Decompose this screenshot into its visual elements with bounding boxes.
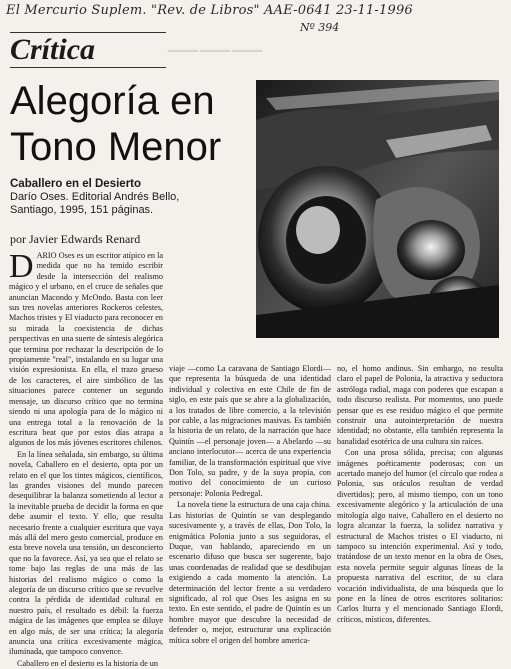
body-paragraph: viaje —como La caravana de Santiago Elordi— que representa la búsqueda de una identidad individual y colectiva en este Chile de fin de siglo, en este país que se abre a la globalización, a los tratados de libre comercio, a la televisión por cable, a las migraciones masivas. Es también la historia de un relato, de la narración que hace Quintín —el personaje joven— a Abelardo —su anciano interlocutor— acerca de una experiencia familiar, de la transformación espiritual que vive Don Tolo, su padre, y de la suya propia, con motivo del conocimiento de un curioso personaje: Polonia Pedregal.	[169, 364, 331, 498]
body-paragraph: Caballero en el desierto es la historia de un	[17, 658, 158, 668]
body-paragraph: En la línea señalada, sin embargo, su última novela, Caballero en el desierto, opta por un relato en el que los tintes mágicos, científicos, las grandes visiones del mundo parecen desequilibrar la balanza sometiendo al lector a la inevitable prueba de decidir la forma en que debe asumir el texto. Y ello, que resulta necesario frente a cualquier escritura que vaya más allá del mero gesto comercial, produce en esta breve novela una tensión, un desconcierto que no la favorece. Así, ya sea que el relato se tome bajo las reglas de una más de las historias del realismo mágico o como la alegoría de un discurso crítico que se revuelve contra la pérdida de identidad cultural en nuestro país, el resultado es débil: la fuerza mágica de las imágenes que emplea se diluye en algo más, de ser una crítica; la alegoría anuncia una crítica excesivamente mágica, iluminada, que tampoco convence.	[9, 449, 163, 657]
headline: Alegoría en Tono Menor	[10, 79, 222, 169]
section-label	[10, 32, 166, 68]
body-paragraph: La novela tiene la estructura de una caja china. Las historias de Quintín se van desplegando sucesivamente y, a través de ellas, Don Tolo, la enigmática Polonia junto a sus seguidoras, el Duque, van hablando, apareciendo en un escenario difuso que busca ser sugerente, bajo unas coordenadas de realidad que se desdibujan exigiendo a cada momento la atención. La determinación del lector frente a su verdadero significado, al rol que Oses les asigna en su texto. En este sentido, el padre de Quintín es un hombre mayor que descubre la necesidad de defender o, mejor, estructurar una explicación mítica sobre el origen del hombre america-	[169, 500, 331, 645]
byline: por Javier Edwards Renard	[10, 232, 141, 246]
body-column-3	[337, 364, 503, 624]
faded-background-text: ———	[168, 32, 264, 65]
handwritten-archive-number: Nº 394	[300, 21, 340, 34]
drop-cap: D	[9, 248, 34, 285]
book-publisher-line: Darío Oses. Editorial Andrés Bello,	[10, 191, 180, 203]
body-paragraph: Con una prosa sólida, precisa; con algunas imágenes poéticamente poderosas; con un acertado manejo del humor (el círculo que rodea a Polonia, sus oráculos resultan de verdad divertidos); pero, al mismo tiempo, con un tono excesivamente alegórico y la articulación de una mitología algo naive, Caballero en el desierto no logra alcanzar la fuerza, la solidez narrativa y estructural de Machos tristes o El viaducto, ni tampoco su intención experimental. Así y todo, tratándose de un texto menor en la obra de Oses, esta novela permite seguir algunas líneas de la propuesta narrativa del escritor, de su clara vocación individualista, de una búsqueda que lo pone en la línea de otros escritores solitarios: Carlos Iturra y el mencionado Santiago Elordi, críticos, místicos, diferentes.	[337, 448, 503, 624]
book-pages-line: Santiago, 1995, 151 páginas.	[10, 204, 154, 216]
handwritten-clipping-note: El Mercurio Suplem. "Rev. de Libros" AAE-0641 23-11-1996	[6, 3, 413, 18]
body-paragraph: DARIO Oses es un escritor atípico en la medida que no ha temido escribir desde la intersección del realismo mágico y el urbano, en el cruce de señales que anuncian Macondo y McOndo. Basta con leer sus tres novelas anteriores Rockeros celestes, Machos tristes y El viaducto para reconocer en su mirada la coexistencia de dichas perspectivas en una suerte de síntesis alegórica que termina por rechazar la descripción de lo propiamente "real", instalando en su lugar una visión expresionista. En ella, el trazo grueso de los caracteres, el aire simbólico de las situaciones parece contener un segundo mensaje, un discurso crítico que no termina siendo ni una apología para de lo mágico ni una entrega total a la renovación de la escritura beat que por estos días atrapa a algunos de los más jóvenes escritores chilenos.	[9, 248, 163, 448]
section-title: Crítica	[10, 33, 96, 66]
book-title: Caballero en el Desierto	[10, 178, 142, 190]
book-details	[10, 178, 250, 217]
motorcycle-photo	[256, 80, 499, 338]
body-column-1	[9, 248, 163, 668]
body-paragraph: no, el homo andinus. Sin embargo, no resulta claro el papel de Polonia, la atractiva y seductora astróloga radial, maga con poderes que escapan a todo discurso realista. Por momentos, uno puede pensar que es ese residuo mágico el que permite construir una autointerpretación de nuestra identidad; no obstante, ella también representa la banalidad esotérica de una cultura sin raíces.	[337, 364, 503, 446]
body-column-2	[169, 364, 331, 645]
